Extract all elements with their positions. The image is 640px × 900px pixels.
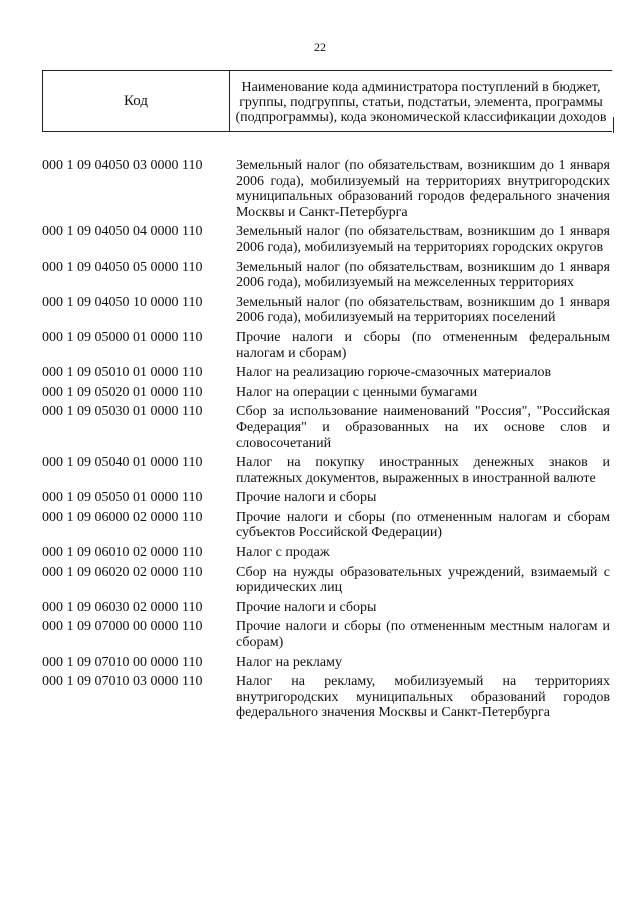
row-code: 000 1 09 04050 04 0000 110: [42, 224, 203, 240]
row-name: Налог на рекламу: [236, 654, 342, 670]
table-row: [42, 404, 610, 451]
row-code: 000 1 09 05000 01 0000 110: [42, 329, 203, 345]
table-row: [42, 365, 610, 381]
table-row: [42, 295, 610, 326]
table-row: [42, 330, 610, 361]
table-row: [42, 224, 610, 255]
row-name: Прочие налоги и сборы: [236, 599, 377, 615]
row-name: Прочие налоги и сборы (по отмененным федеральным налогам и сборам): [236, 329, 610, 361]
table-row: [42, 545, 610, 561]
row-code: 000 1 09 05040 01 0000 110: [42, 455, 203, 471]
row-name: Налог на покупку иностранных денежных знаков и платежных документов, выраженных в иностранной валюте: [236, 455, 610, 486]
table-row: [42, 385, 610, 401]
row-name: Земельный налог (по обязательствам, возникшим до 1 января 2006 года), мобилизуемый на территориях внутригородских муниципальных образований городов федерального значения Москвы и Санкт-Петербурга: [236, 158, 610, 220]
row-code: 000 1 09 05010 01 0000 110: [42, 365, 203, 381]
row-code: 000 1 09 06020 02 0000 110: [42, 564, 203, 580]
row-code: 000 1 09 06030 02 0000 110: [42, 599, 203, 615]
table-row: [42, 490, 610, 506]
table-row: [42, 158, 610, 220]
row-code: 000 1 09 04050 05 0000 110: [42, 259, 203, 275]
row-code: 000 1 09 07010 00 0000 110: [42, 654, 203, 670]
table-row: [42, 674, 610, 721]
row-name: Сбор на нужды образовательных учреждений, взимаемый с юридических лиц: [236, 564, 610, 596]
header-code-label: Код: [42, 71, 230, 131]
row-name: Земельный налог (по обязательствам, возникшим до 1 января 2006 года), мобилизуемый на межселенных территориях: [236, 259, 610, 291]
row-code: 000 1 09 06010 02 0000 110: [42, 545, 203, 561]
row-code: 000 1 09 06000 02 0000 110: [42, 509, 203, 525]
row-name: Прочие налоги и сборы: [236, 490, 377, 506]
row-code: 000 1 09 04050 03 0000 110: [42, 158, 203, 173]
row-code: 000 1 09 05020 01 0000 110: [42, 384, 203, 400]
row-code: 000 1 09 05050 01 0000 110: [42, 490, 203, 506]
row-name: Налог на реализацию горюче-смазочных материалов: [236, 365, 552, 381]
row-name: Прочие налоги и сборы (по отмененным местным налогам и сборам): [236, 619, 610, 651]
header-name-label: Наименование кода администратора поступлений в бюджет, группы, подгруппы, статьи, подстатьи, элемента, программы (подпрограммы), кода экономической классификации доходов: [235, 80, 607, 125]
row-name: Налог на операции с ценными бумагами: [236, 384, 478, 400]
table-row: [42, 565, 610, 596]
row-name: Земельный налог (по обязательствам, возникшим до 1 января 2006 года), мобилизуемый на территориях городских округов: [236, 224, 610, 255]
table-row: [42, 455, 610, 486]
row-name: Сбор за использование наименований "Россия", "Российская Федерация" и образованных на их основе слов и словосочетаний: [236, 404, 610, 451]
row-name: Земельный налог (по обязательствам, возникшим до 1 января 2006 года), мобилизуемый на территориях поселений: [236, 294, 610, 326]
table-header: [42, 70, 612, 132]
table-row: [42, 260, 610, 291]
table-row: [42, 600, 610, 616]
table-row: [42, 655, 610, 671]
row-code: 000 1 09 07000 00 0000 110: [42, 619, 203, 635]
row-code: 000 1 09 07010 03 0000 110: [42, 674, 203, 690]
row-name: Налог с продаж: [236, 545, 330, 561]
classification-list: [42, 158, 610, 725]
row-name: Прочие налоги и сборы (по отмененным налогам и сборам субъектов Российской Федерации): [236, 509, 610, 541]
header-right-border: [613, 117, 614, 133]
row-name: Налог на рекламу, мобилизуемый на территориях внутригородских муниципальных образований городов федерального значения Москвы и Санкт-Петербурга: [236, 674, 610, 721]
page-number: 22: [314, 40, 326, 54]
table-row: [42, 619, 610, 650]
row-code: 000 1 09 04050 10 0000 110: [42, 294, 203, 310]
table-row: [42, 510, 610, 541]
row-code: 000 1 09 05030 01 0000 110: [42, 404, 203, 420]
